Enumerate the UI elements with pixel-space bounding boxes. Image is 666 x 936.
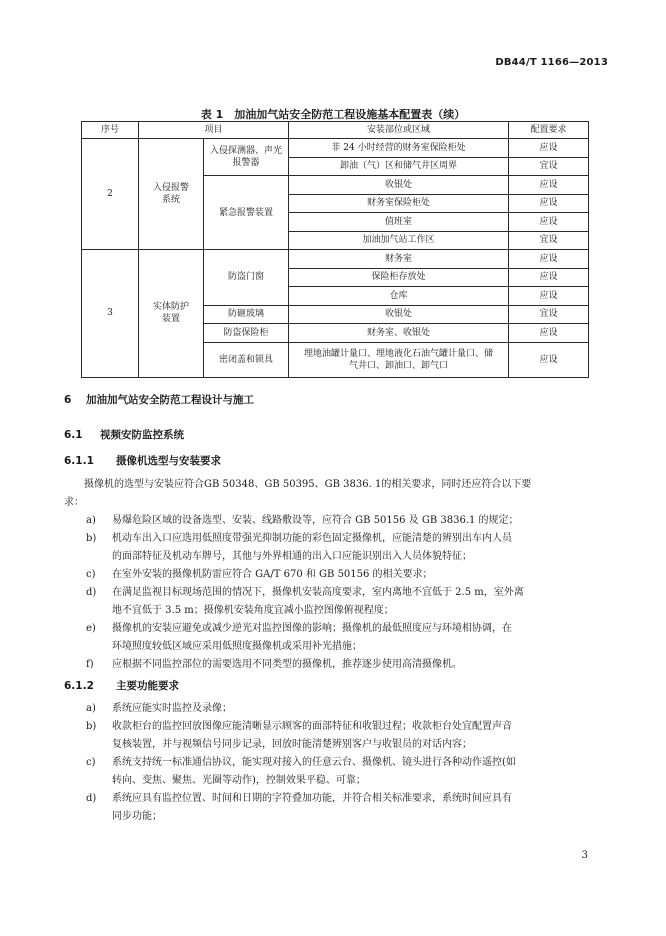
table-row: [82, 139, 589, 158]
list-item-text: 系统支持统一标准通信协议，能实现对接入的任意云台、摄像机、镜头进行各种动作遥控(如: [112, 757, 516, 768]
list-item: [86, 566, 596, 584]
sub-item-cell: 防盗保险柜: [204, 324, 289, 343]
list-item-text: 机动车出入口应选用低照度带强光抑制功能的彩色固定摄像机，应能清楚的辨别出车内人员: [112, 533, 512, 544]
area-cell: 收银处: [289, 305, 509, 324]
list-marker: b): [86, 721, 97, 732]
list-item: [86, 584, 596, 620]
list-marker: e): [86, 623, 96, 634]
requirement-cell: 应设: [509, 176, 589, 195]
list-item: [86, 718, 596, 754]
list-item-text: 在满足监视目标现场范围的情况下，摄像机安装高度要求，室内离地不宜低于 2.5 m，室外离: [112, 587, 524, 598]
list-item-text: 地不宜低于 3.5 m；摄像机安装角度宜减小监控图像俯视程度；: [112, 605, 394, 616]
list-6-1-2: [86, 700, 596, 826]
list-item: [86, 656, 596, 674]
row-number-cell: 2: [82, 139, 139, 250]
requirement-cell: 宜设: [509, 157, 589, 176]
column-header: 安装部位或区域: [289, 122, 509, 139]
list-marker: a): [86, 703, 96, 714]
list-item: [86, 700, 596, 718]
list-marker: a): [86, 515, 96, 526]
list-item: [86, 754, 596, 790]
requirement-cell: 应设: [509, 324, 589, 343]
list-item: [86, 620, 596, 656]
area-cell: 收银处: [289, 176, 509, 195]
intro-paragraph: 摄像机的选型与安装应符合GB 50348、GB 50395、GB 3836. 1的相关要求，同时还应符合以下要 求：: [64, 479, 532, 508]
list-marker: d): [86, 793, 97, 804]
table-title: 表 1 加油加气站安全防范工程设施基本配置表（续）: [200, 108, 466, 121]
list-marker: c): [86, 569, 96, 580]
section-heading-6-1-1: 6.1.1 摄像机选型与安装要求: [64, 455, 221, 467]
list-item-text: 易爆危险区域的设备选型、安装、线路敷设等，应符合 GB 50156 及 GB 3836.1 的规定；: [112, 515, 519, 526]
requirement-cell: 应设: [509, 139, 589, 158]
table-row: [82, 250, 589, 269]
list-item-text: 系统应能实时监控及录像；: [112, 703, 232, 714]
area-cell: 卸油（气）区和储气井区周界: [289, 157, 509, 176]
list-item-text: 转向、变焦、聚焦、光圈等动作)，控制效果平稳、可靠；: [112, 775, 366, 786]
list-item-text: 环境照度较低区域应采用低照度摄像机或采用补光措施；: [112, 641, 362, 652]
list-marker: d): [86, 587, 97, 598]
section-heading-6: 6 加油加气站安全防范工程设计与施工: [64, 394, 254, 406]
list-item-text: 同步功能；: [112, 811, 162, 822]
area-cell: 保险柜存放处: [289, 268, 509, 287]
sub-item-cell: 密闭盖和锁具: [204, 342, 289, 377]
section-heading-6-1: 6.1 视频安防监控系统: [64, 429, 184, 441]
list-item: [86, 790, 596, 826]
list-item-text: 系统应具有监控位置、时间和日期的字符叠加功能，并符合相关标准要求，系统时间应具有: [112, 793, 512, 804]
item-name-cell: 实体防护 装置: [139, 250, 204, 378]
requirement-cell: 应设: [509, 287, 589, 306]
list-item: [86, 512, 596, 530]
area-cell: 非 24 小时经营的财务室保险柜处: [289, 139, 509, 158]
requirement-cell: 应设: [509, 213, 589, 232]
area-cell: 埋地油罐计量口、埋地液化石油气罐计量口、储 气井口、卸油口、卸气口: [289, 342, 509, 377]
page-number: 3: [581, 850, 588, 861]
requirement-cell: 应设: [509, 194, 589, 213]
sub-item-cell: 防盗门窗: [204, 250, 289, 306]
config-table: [81, 121, 589, 378]
row-number-cell: 3: [82, 250, 139, 378]
area-cell: 财务室保险柜处: [289, 194, 509, 213]
area-cell: 财务室、收银处: [289, 324, 509, 343]
column-header: 配置要求: [509, 122, 589, 139]
list-marker: b): [86, 533, 97, 544]
area-cell: 仓库: [289, 287, 509, 306]
item-name-cell: 入侵报警 系统: [139, 139, 204, 250]
sub-item-cell: 防砸玻璃: [204, 305, 289, 324]
requirement-cell: 宜设: [509, 231, 589, 250]
list-item-text: 应根据不同监控部位的需要选用不同类型的摄像机，推荐逐步使用高清摄像机。: [112, 659, 462, 670]
area-cell: 加油加气站工作区: [289, 231, 509, 250]
requirement-cell: 应设: [509, 268, 589, 287]
standard-code: DB44/T 1166—2013: [495, 57, 608, 68]
requirement-cell: 应设: [509, 250, 589, 269]
requirement-cell: 宜设: [509, 305, 589, 324]
sub-item-cell: 入侵探测器、声光 报警器: [204, 139, 289, 176]
list-item-text: 复核装置，并与视频信号同步记录，回放时能清楚辨别客户与收银员的对话内容；: [112, 739, 472, 750]
requirement-cell: 应设: [509, 342, 589, 377]
list-marker: f): [86, 659, 94, 670]
list-item: [86, 530, 596, 566]
section-heading-6-1-2: 6.1.2 主要功能要求: [64, 680, 179, 692]
column-header: 项目: [139, 122, 289, 139]
area-cell: 值班室: [289, 213, 509, 232]
column-header: 序号: [82, 122, 139, 139]
list-item-text: 摄像机的安装应避免或减少逆光对监控图像的影响；摄像机的最低照度应与环境相协调，在: [112, 623, 512, 634]
area-cell: 财务室: [289, 250, 509, 269]
list-item-text: 的面部特征及机动车牌号，其他与外界相通的出入口应能识别出入人员体貌特征；: [112, 551, 472, 562]
list-item-text: 收款柜台的监控回放图像应能清晰显示顾客的面部特征和收银过程；收款柜台处宜配置声音: [112, 721, 512, 732]
list-item-text: 在室外安装的摄像机防雷应符合 GA/T 670 和 GB 50156 的相关要求；: [112, 569, 433, 580]
table-header-row: [82, 122, 589, 139]
list-6-1-1: [86, 512, 596, 674]
list-marker: c): [86, 757, 96, 768]
sub-item-cell: 紧急报警装置: [204, 176, 289, 250]
